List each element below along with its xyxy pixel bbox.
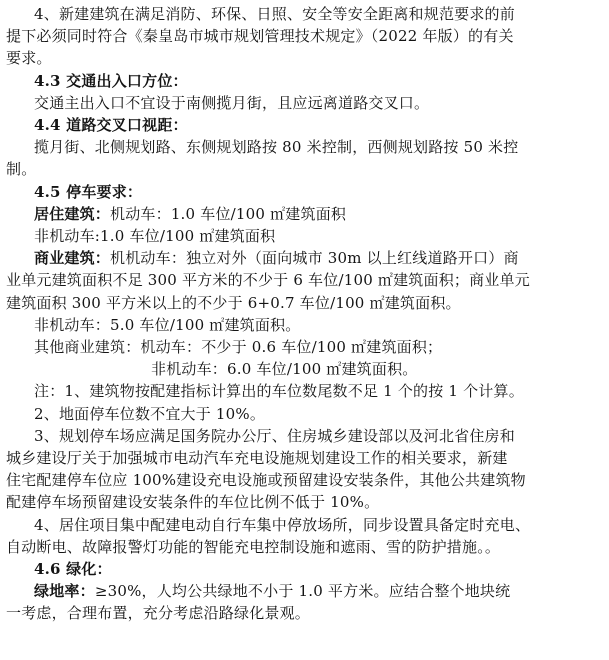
greening-line-2: 一考虑，合理布置，充分考虑沿路绿化景观。: [6, 604, 311, 623]
note-2: 2、地面停车位数不宜大于 10%。: [34, 404, 266, 423]
commercial-line-3: 建筑面积 300 平方米以上的不少于 6+0.7 车位/100 ㎡建筑面积。: [6, 293, 461, 312]
greening-line-1: [34, 581, 510, 601]
commercial-text-1: 机机动车：独立对外（面向城市 30m 以上红线道路开口）商: [110, 249, 519, 268]
note-3-line-4: 配建停车场预留建设安装条件的车位比例不低于 10%。: [6, 493, 380, 512]
heading-4-6: 4.6 绿化：: [34, 560, 112, 578]
commercial-nonmotor: 非机动车：5.0 车位/100 ㎡建筑面积。: [34, 315, 301, 334]
commercial-line-1: [34, 248, 519, 268]
commercial-line-2: 业单元建筑面积不足 300 平方米的不少于 6 车位/100 ㎡建筑面积；商业单元: [6, 271, 530, 290]
residential-motor-line: [34, 204, 346, 224]
para-4-line-2: 提下必须同时符合《秦皇岛市城市规划管理技术规定》（2022 年版）的有关: [6, 27, 514, 46]
para-4-3: 交通主出入口不宜设于南侧揽月街，且应远离道路交叉口。: [34, 93, 430, 112]
heading-4-5: 4.5 停车要求：: [34, 182, 143, 201]
note-1: 注：1、建筑物按配建指标计算出的车位数尾数不足 1 个的按 1 个计算。: [34, 382, 524, 401]
other-commercial-line-2: 非机动车：6.0 车位/100 ㎡建筑面积。: [151, 360, 418, 379]
para-4-4-line-1: 揽月街、北侧规划路、东侧规划路按 80 米控制，西侧规划路按 50 米控: [34, 138, 519, 157]
greening-label: 绿地率：: [34, 582, 95, 601]
commercial-label: 商业建筑：: [34, 249, 111, 268]
note-3-line-3: 住宅配建停车位应 100%建设充电设施或预留建设安装条件，其他公共建筑物: [6, 471, 526, 490]
greening-text-1: ≥30%，人均公共绿地不小于 1.0 平方米。应结合整个地块统: [94, 582, 511, 601]
other-commercial-line-1: 其他商业建筑：机动车：不少于 0.6 车位/100 ㎡建筑面积；: [34, 338, 443, 356]
note-3-line-1: 3、规划停车场应满足国务院办公厅、住房城乡建设部以及河北省住房和: [34, 426, 515, 445]
para-4-line-3: 要求。: [6, 49, 52, 68]
heading-4-4: 4.4 道路交叉口视距：: [34, 116, 188, 134]
residential-label: 居住建筑：: [34, 204, 111, 223]
residential-motor: 机动车：1.0 车位/100 ㎡建筑面积: [110, 204, 347, 223]
heading-4-3: 4.3 交通出入口方位：: [34, 71, 188, 90]
para-4-4-line-2: 制。: [6, 160, 37, 179]
note-4-line-2: 自动断电、故障报警灯功能的智能充电控制设施和遮雨、雪的防护措施。。: [6, 537, 501, 556]
residential-nonmotor: 非机动车:1.0 车位/100 ㎡建筑面积: [34, 227, 276, 245]
note-3-line-2: 城乡建设厅关于加强城市电动汽车充电设施规划建设工作的相关要求，新建: [6, 449, 508, 467]
para-4-line-1: 4、新建建筑在满足消防、环保、日照、安全等安全距离和规范要求的前: [34, 5, 515, 23]
note-4-line-1: 4、居住项目集中配建电动自行车集中停放场所，同步设置具备定时充电、: [34, 515, 531, 534]
